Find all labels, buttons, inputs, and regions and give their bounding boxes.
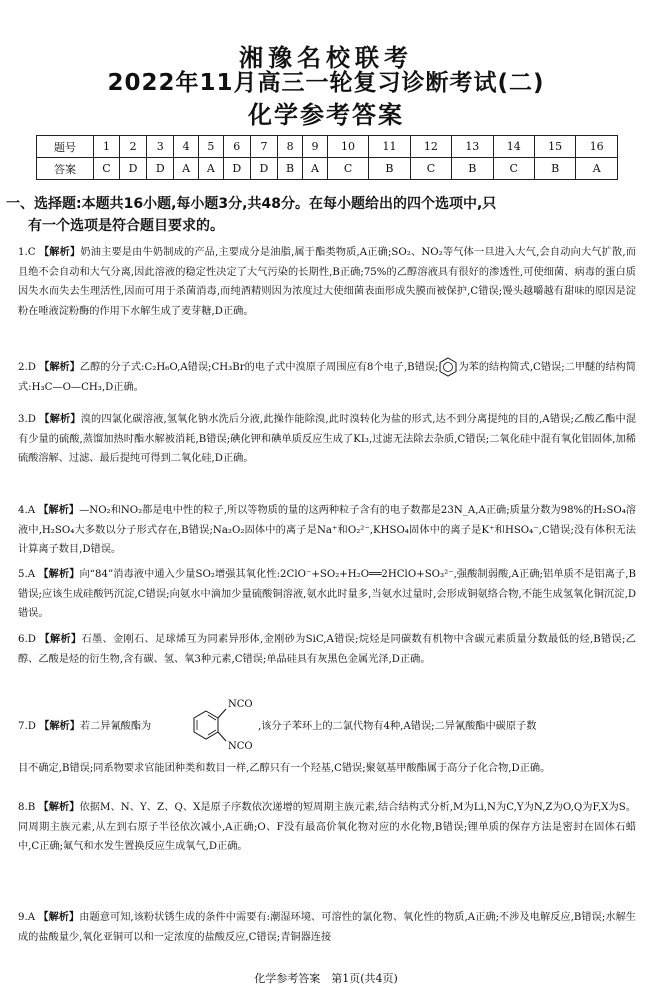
row-label-answer: 答案 (37, 158, 94, 180)
page-footer: 化学参考答案 第1页(共4页) (254, 972, 398, 985)
section-heading (6, 193, 642, 237)
question-number: 9 (303, 136, 328, 158)
analysis-tag: 【解析】 (38, 802, 80, 813)
explanation-item (18, 357, 636, 397)
question-number: 2 (120, 136, 147, 158)
item-text: 石墨、金刚石、足球烯互为同素异形体,金刚砂为SiC,A错误;烷烃是同碳数有机物中含碳元素质量分数最低的烃,B错误;乙醇、乙酸是烃的衍生物,含有碳、氢、氧3种元素,C错误;单晶硅具有灰黑色金属光泽,D正确。 (18, 634, 636, 665)
explanation-item (18, 410, 636, 469)
section-title: 一、选择题:本题共16小题,每小题3分,共48分。在每小题给出的四个选项中,只 (6, 196, 497, 212)
explanation-item (18, 565, 636, 624)
item-text: 向“84”消毒液中通入少量SO₂增强其氧化性:2ClO⁻+SO₂+H₂O══2HClO+SO₃²⁻,强酸制弱酸,A正确;铝单质不是铝离子,B错误;应该生成硅酸钙沉淀,C错误;向氨水中滴加少量硫酸铜溶液,氨水此时量多,当氨水过量时,会形成铜氨络合物,不能生成氢氧化铜沉淀,D错误。 (18, 569, 636, 619)
nco-label-bottom: NCO (228, 741, 253, 752)
item-number: 3.D (18, 414, 36, 425)
analysis-tag: 【解析】 (38, 247, 81, 258)
question-number: 3 (147, 136, 174, 158)
item-number: 1.C (18, 247, 36, 258)
answer-cell: A (199, 158, 224, 180)
answer-cell: C (493, 158, 534, 180)
question-number: 16 (576, 136, 618, 158)
item-number: 2.D (18, 362, 36, 373)
answer-cell: B (369, 158, 410, 180)
row-label-question: 题号 (37, 136, 94, 158)
answer-cell: D (223, 158, 250, 180)
item-text: 为苯的结构简式,C错误;二甲醚的结构简式:H₃C—O—CH₃,D正确。 (18, 362, 636, 393)
item-text: —NO₂和NO₂都是电中性的粒子,所以等物质的量的这两种粒子含有的电子数都是23N_A,A正确;质量分数为98%的H₂SO₄溶液中,H₂SO₄大多数以分子形式存在,B错误;Na₂O₂固体中的离子是Na⁺和O₂²⁻,KHSO₄固体中的离子是K⁺和HSO₄⁻,C错误;没有体积无法计算离子数目,D错误。 (18, 505, 636, 555)
item-text: 目不确定,B错误;同系物要求官能团种类和数目一样,乙醇只有一个羟基,C错误;聚氨基甲酸酯属于高分子化合物,D正确。 (18, 763, 551, 774)
item-number: 4.A (18, 505, 36, 516)
item-text: 乙醇的分子式:C₂H₆O,A错误;CH₃Br的电子式中溴原子周围应有8个电子,B错误; (79, 362, 439, 373)
answer-cell: D (120, 158, 147, 180)
item-number: 7.D (18, 721, 36, 732)
analysis-tag: 【解析】 (38, 912, 80, 923)
question-number: 15 (534, 136, 575, 158)
answer-key-title: 化学参考答案 (248, 101, 404, 129)
answer-cell: A (174, 158, 199, 180)
item-number: 9.A (18, 912, 36, 923)
answer-cell: D (147, 158, 174, 180)
explanation-item (18, 501, 636, 560)
item-text: 由题意可知,该粉状锈生成的条件中需要有:潮湿环境、可溶性的氯化物、氧化性的物质,A正确;不涉及电解反应,B错误;水解生成的盐酸量少,氧化亚铜可以和一定浓度的盐酸反应,C错误;青铜器连接 (18, 912, 636, 943)
answer-cell: C (327, 158, 368, 180)
explanation-item (18, 798, 636, 857)
nco-label-top: NCO (228, 699, 253, 710)
item-text: 奶油主要是由牛奶制成的产品,主要成分是油脂,属于酯类物质,A正确;SO₂、NO₂等气体一旦进入大气,会自动向大气扩散,而且绝不会自动和大气分离,因此溶液的稳定性决定了大气污染的长期性,B正确;75%的乙醇溶液具有很好的渗透性,可使细菌、病毒的蛋白质因失水而失去生理活性,因而可用于杀菌消毒,而纯酒精则因为浓度过大使细菌表面形成失膜而被保护,C错误;馒头越嚼越有甜味的原因是淀粉在唾液淀粉酶的作用下水解生成了麦芽糖,D正确。 (18, 247, 636, 317)
answer-cell: B (534, 158, 575, 180)
analysis-tag: 【解析】 (38, 505, 80, 516)
question-number: 12 (410, 136, 451, 158)
analysis-tag: 【解析】 (39, 414, 81, 425)
item-number: 6.D (18, 634, 36, 645)
item-text: ,该分子苯环上的二氯代物有4种,A错误;二异氰酸酯中碳原子数 (258, 721, 537, 732)
question-number-row (37, 136, 618, 158)
question-number: 6 (223, 136, 250, 158)
analysis-tag: 【解析】 (39, 634, 82, 645)
answer-cell: B (278, 158, 303, 180)
answer-cell: B (452, 158, 493, 180)
benzene-ring-icon (438, 357, 458, 377)
question-number: 13 (452, 136, 493, 158)
question-number: 8 (278, 136, 303, 158)
question-number: 14 (493, 136, 534, 158)
explanation-item (18, 630, 636, 669)
exam-title: 2022年11月高三一轮复习诊断考试(二) (107, 70, 545, 96)
question-number: 11 (369, 136, 410, 158)
explanation-item (18, 695, 636, 779)
section-title-continued: 有一个选项是符合题目要求的。 (28, 218, 224, 234)
explanation-item (18, 908, 636, 947)
question-number: 7 (250, 136, 277, 158)
item-text: 依据M、N、Y、Z、Q、X是原子序数依次递增的短周期主族元素,结合结构式分析,M为Li,N为C,Y为N,Z为O,Q为F,X为S。同周期主族元素,从左到右原子半径依次减小,A正确;O、F没有最高价氧化物对应的水化物,B错误;锂单质的保存方法是密封在固体石蜡中,C正确;氟气和水发生置换反应生成氧气,D正确。 (18, 802, 637, 852)
explanation-item (18, 243, 636, 321)
analysis-tag: 【解析】 (38, 569, 80, 580)
structure-line (18, 695, 636, 759)
exam-org-title: 湘豫名校联考 (239, 44, 413, 72)
item-number: 5.A (18, 569, 36, 580)
item-text: 若二异氰酸酯为 (79, 721, 152, 732)
analysis-tag: 【解析】 (39, 721, 80, 732)
item-text: 溴的四氯化碳溶液,氢氧化钠水洗后分液,此操作能除溴,此时溴转化为盐的形式,达不到分离提纯的目的,A错误;乙酸乙酯中混有少量的硫酸,蒸馏加热时酯水解被消耗,B错误;碘化钾和碘单质反应生成了KI₃,过滤无法除去杂质,C错误;二氧化硅中混有氧化铝固体,加稀硫酸溶解、过滤、最后提纯可得到二氧化硅,D正确。 (18, 414, 637, 464)
answer-table (36, 135, 618, 180)
item-number: 8.B (18, 802, 36, 813)
question-number: 4 (174, 136, 199, 158)
answer-row (37, 158, 618, 180)
answer-cell: A (576, 158, 618, 180)
question-number: 10 (327, 136, 368, 158)
question-number: 5 (199, 136, 224, 158)
answer-cell: A (303, 158, 328, 180)
answer-cell: C (410, 158, 451, 180)
question-number: 1 (94, 136, 120, 158)
answer-cell: C (94, 158, 120, 180)
analysis-tag: 【解析】 (39, 362, 80, 373)
answer-cell: D (250, 158, 277, 180)
